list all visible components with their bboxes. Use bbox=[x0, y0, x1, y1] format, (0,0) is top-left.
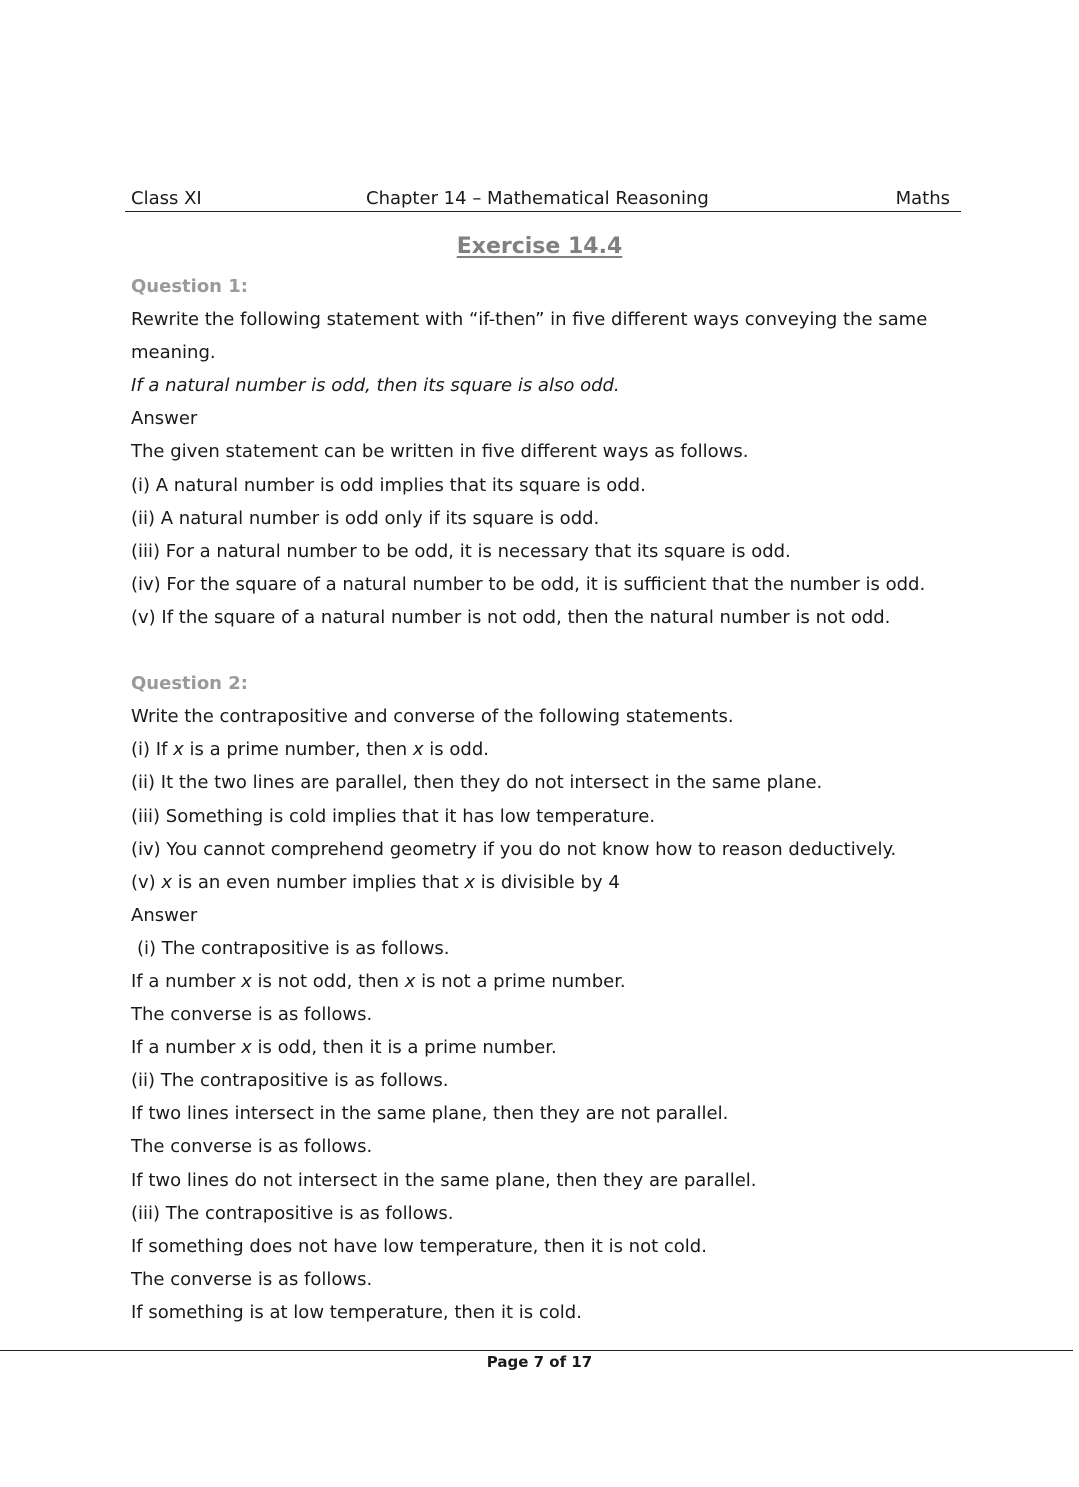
answer-1-contrapositive-heading: (i) The contrapositive is as follows. bbox=[137, 937, 450, 959]
answer-3-contrapositive: If something does not have low temperature, then it is not cold. bbox=[131, 1235, 707, 1257]
document-body bbox=[131, 270, 961, 1329]
question-2-statement-1: (i) If x is a prime number, then x is odd. bbox=[131, 739, 489, 761]
page-number: Page 7 of 17 bbox=[486, 1353, 593, 1371]
answer-1-contrapositive: If a number x is not odd, then x is not a prime number. bbox=[131, 970, 626, 992]
answer-2-converse: If two lines do not intersect in the same plane, then they are parallel. bbox=[131, 1169, 757, 1191]
answer-2-converse-heading: The converse is as follows. bbox=[131, 1136, 373, 1158]
answer-3-converse-heading: The converse is as follows. bbox=[131, 1268, 373, 1290]
question-2-prompt: Write the contrapositive and converse of the following statements. bbox=[131, 706, 734, 728]
header-class: Class XI bbox=[131, 188, 202, 209]
question-1-label: Question 1: bbox=[131, 276, 248, 297]
answer-2-contrapositive-heading: (ii) The contrapositive is as follows. bbox=[131, 1070, 449, 1092]
header-chapter: Chapter 14 – Mathematical Reasoning bbox=[366, 188, 709, 209]
question-1-prompt-line-1: Rewrite the following statement with “if-then” in five different ways conveying the same bbox=[131, 309, 928, 331]
answer-2-contrapositive: If two lines intersect in the same plane, then they are not parallel. bbox=[131, 1103, 729, 1125]
answer-3-contrapositive-heading: (iii) The contrapositive is as follows. bbox=[131, 1202, 454, 1224]
question-2-statement-5: (v) x is an even number implies that x is divisible by 4 bbox=[131, 871, 620, 893]
question-2-statement-3: (iii) Something is cold implies that it has low temperature. bbox=[131, 805, 656, 827]
question-2-statement-4: (iv) You cannot comprehend geometry if you do not know how to reason deductively. bbox=[131, 838, 897, 860]
question-1-answer-label: Answer bbox=[131, 408, 198, 430]
question-2-statement-2: (ii) It the two lines are parallel, then they do not intersect in the same plane. bbox=[131, 772, 823, 794]
question-1-answer-item: (v) If the square of a natural number is not odd, then the natural number is not odd. bbox=[131, 606, 891, 628]
question-2-answer-label: Answer bbox=[131, 904, 198, 926]
answer-1-converse: If a number x is odd, then it is a prime number. bbox=[131, 1037, 557, 1059]
question-1-answer-intro: The given statement can be written in five different ways as follows. bbox=[131, 441, 749, 463]
section-spacer bbox=[131, 634, 961, 667]
question-1-answer-item: (iii) For a natural number to be odd, it is necessary that its square is odd. bbox=[131, 540, 791, 562]
question-1-answer-item: (iv) For the square of a natural number to be odd, it is sufficient that the number is odd. bbox=[131, 573, 926, 595]
question-1-statement: If a natural number is odd, then its square is also odd. bbox=[131, 375, 620, 397]
question-1-prompt-line-2: meaning. bbox=[131, 342, 216, 364]
page-header bbox=[125, 186, 961, 212]
exercise-title: Exercise 14.4 bbox=[456, 234, 623, 259]
answer-1-converse-heading: The converse is as follows. bbox=[131, 1004, 373, 1026]
question-2-label: Question 2: bbox=[131, 673, 248, 695]
header-subject: Maths bbox=[895, 188, 950, 209]
answer-3-converse: If something is at low temperature, then it is cold. bbox=[131, 1301, 582, 1323]
question-1-answer-item: (ii) A natural number is odd only if its square is odd. bbox=[131, 507, 600, 529]
question-1-answer-item: (i) A natural number is odd implies that its square is odd. bbox=[131, 474, 646, 496]
footer-divider bbox=[0, 1350, 1073, 1351]
